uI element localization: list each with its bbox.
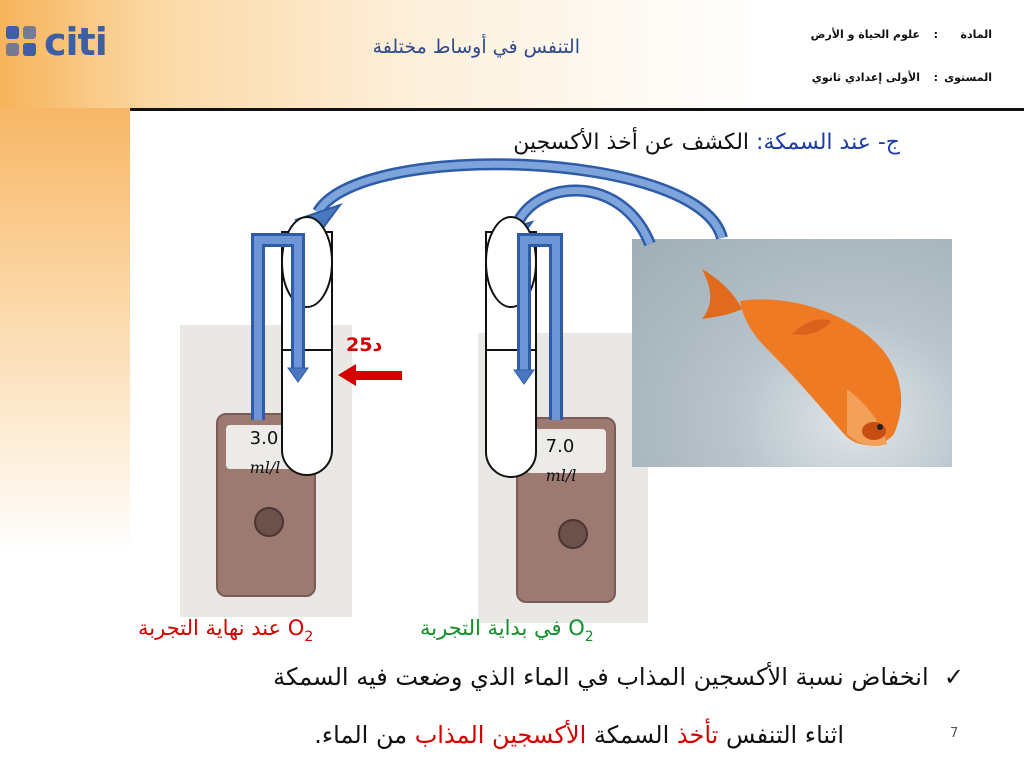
conclusion-part-a: اثناء التنفس xyxy=(718,721,844,749)
conclusion-part-b: السمكة xyxy=(586,721,677,749)
label-start-of-experiment xyxy=(420,616,594,645)
label-end-text: عند نهاية التجربة xyxy=(138,616,282,640)
subject-label: المادة xyxy=(960,28,992,41)
elapsed-time-label: 25د xyxy=(346,334,383,356)
conclusion-highlight-oxygen: الأكسجين المذاب xyxy=(414,721,587,749)
conclusion-line-1 xyxy=(64,648,964,706)
level-label: المستوى xyxy=(944,71,992,84)
time-arrow-icon xyxy=(338,364,402,386)
slide-title: التنفس في أوساط مختلفة xyxy=(372,36,580,58)
logo-text: citi xyxy=(44,20,107,64)
label-start-text: في بداية التجربة xyxy=(420,616,562,640)
level-value: الأولى إعدادي ثانوي xyxy=(811,71,920,84)
conclusion-line-1-text: انخفاض نسبة الأكسجين المذاب في الماء الذي وضعت فيه السمكة xyxy=(273,663,929,691)
subject-separator: : xyxy=(933,28,938,41)
start-o2-unit: ml/l xyxy=(545,466,577,485)
conclusion-line-2 xyxy=(64,706,964,764)
conclusion-part-c: من الماء. xyxy=(314,721,415,749)
test-tube-end xyxy=(282,217,332,475)
o2-subscript: 2 xyxy=(584,629,594,645)
conclusion-highlight-takes: تأخذ xyxy=(676,721,719,749)
level-separator: : xyxy=(933,71,938,84)
section-text: الكشف عن أخذ الأكسجين xyxy=(513,130,757,155)
o2-subscript: 2 xyxy=(304,629,314,645)
section-prefix: ج- عند السمكة: xyxy=(756,130,900,155)
checkmark-icon: ✓ xyxy=(943,663,964,691)
label-end-of-experiment xyxy=(138,616,313,645)
end-o2-unit: ml/l xyxy=(249,458,281,477)
subject-value: علوم الحياة و الأرض xyxy=(810,28,920,41)
o2-symbol: O xyxy=(568,616,585,640)
conclusion-text xyxy=(64,648,964,764)
page-number: 7 xyxy=(950,726,959,741)
o2-symbol: O xyxy=(287,616,305,640)
end-o2-reading: 3.0 xyxy=(249,428,279,449)
start-o2-reading: 7.0 xyxy=(545,436,575,457)
